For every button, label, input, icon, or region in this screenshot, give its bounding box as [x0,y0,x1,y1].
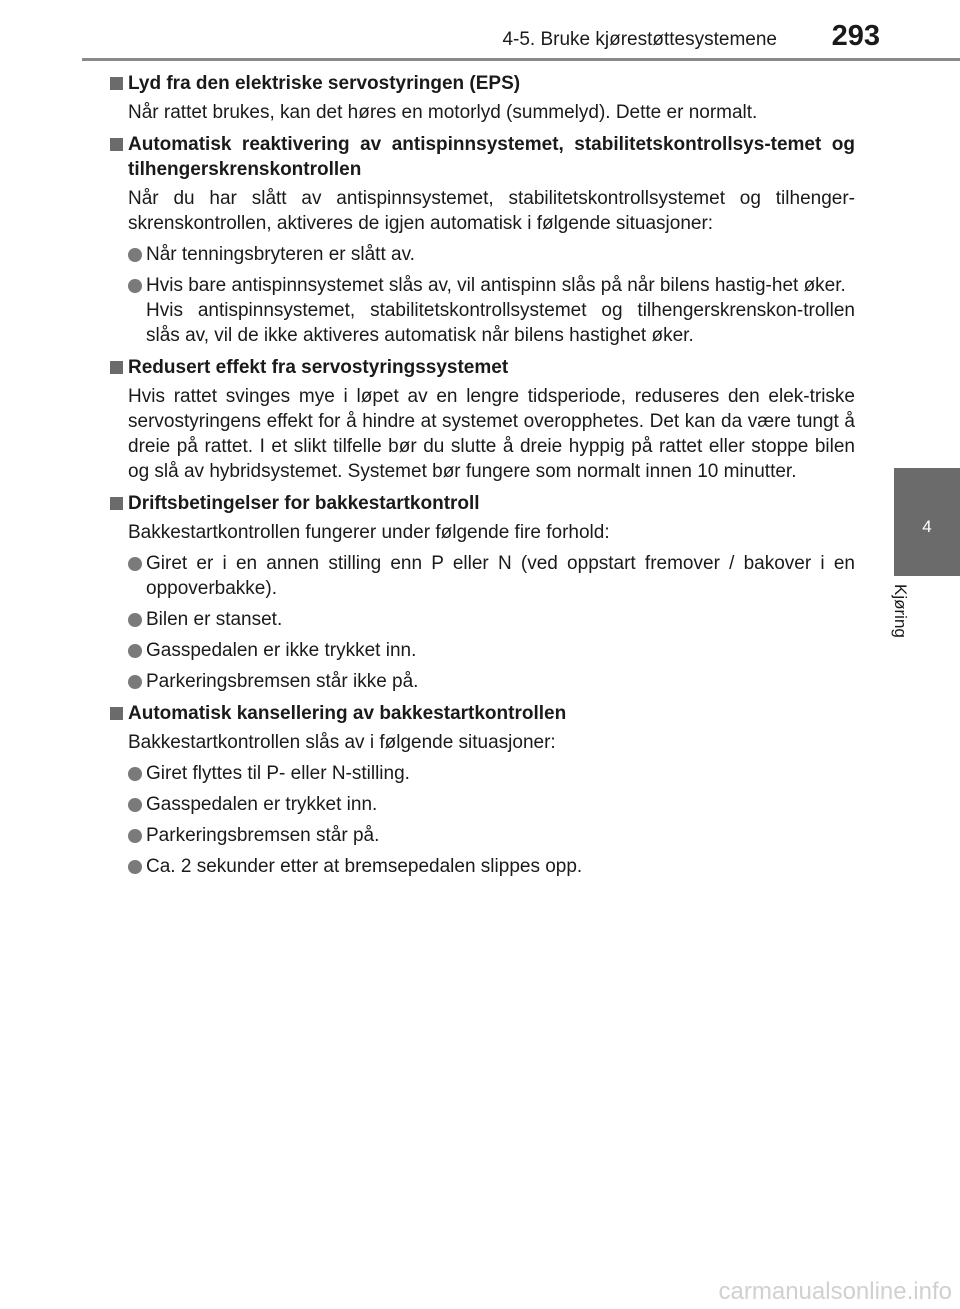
section-heading-text: Driftsbetingelser for bakkestartkontroll [128,493,480,514]
section-heading [110,491,855,516]
list-item-text: Hvis bare antispinnsystemet slås av, vil antispinn slås på når bilens hastig-het øker. [146,275,846,296]
chapter-number: 4 [922,517,932,536]
circle-bullet-icon [128,644,142,658]
section-paragraph: Når du har slått av antispinnsystemet, stabilitetskontrollsystemet og tilhenger-skrenskontrollen, aktiveres de igjen automatisk i følgende situasjoner: [128,188,855,234]
list-item-text: Gasspedalen er trykket inn. [146,794,378,815]
square-bullet-icon [110,707,123,720]
section [110,701,855,879]
page-header [0,0,960,60]
section-heading-text: Lyd fra den elektriske servostyringen (EPS) [128,73,521,94]
section-paragraph: Hvis rattet svinges mye i løpet av en lengre tidsperiode, reduseres den elek-triske servostyringens effekt for å hindre at systemet overopphetes. Det kan da være tungt å dreie på rattet. I et slikt tilfelle bør du slutte å dreie hyppig på rattet eller stoppe bilen og slå av hybridsystemet. Systemet bør fungere som normalt innen 10 minutter. [128,386,855,482]
chapter-label-container [891,580,960,670]
list-item [128,607,855,632]
chapter-label: Kjøring [891,584,911,638]
section-heading [110,132,855,182]
list-item [128,854,855,879]
watermark: carmanualsonline.info [718,1278,952,1305]
section [110,355,855,484]
circle-bullet-icon [128,248,142,262]
section-heading-text: Automatisk reaktivering av antispinnsystemet, stabilitetskontrollsys-temet og tilhengerskrenskontrollen [128,134,855,180]
list-item [128,551,855,601]
list-item-text: Giret er i en annen stilling enn P eller N (ved oppstart fremover / bakover i en oppoverbakke). [146,553,855,599]
circle-bullet-icon [128,279,142,293]
list-item-text: Bilen er stanset. [146,609,283,630]
square-bullet-icon [110,497,123,510]
list-item [128,242,855,267]
section-paragraph: Bakkestartkontrollen slås av i følgende situasjoner: [128,732,556,753]
section-title: 4-5. Bruke kjørestøttesystemene [502,29,777,50]
section-heading-text: Redusert effekt fra servostyringssystemet [128,357,509,378]
circle-bullet-icon [128,829,142,843]
list-item [128,761,855,786]
page-number: 293 [831,20,880,52]
square-bullet-icon [110,77,123,90]
list-item [128,669,855,694]
list-item-text: Giret flyttes til P- eller N-stilling. [146,763,410,784]
list-item [128,638,855,663]
list-item-text: Parkeringsbremsen står på. [146,825,380,846]
section-heading [110,701,855,726]
section [110,71,855,125]
square-bullet-icon [110,361,123,374]
circle-bullet-icon [128,860,142,874]
list-item-text: Parkeringsbremsen står ikke på. [146,671,419,692]
circle-bullet-icon [128,613,142,627]
list-item-text: Når tenningsbryteren er slått av. [146,244,415,265]
section-heading [110,71,855,96]
section [110,132,855,348]
list-item-text: Ca. 2 sekunder etter at bremsepedalen slippes opp. [146,856,583,877]
section-paragraph: Når rattet brukes, kan det høres en motorlyd (summelyd). Dette er normalt. [128,102,758,123]
section-heading [110,355,855,380]
circle-bullet-icon [128,767,142,781]
section-heading-text: Automatisk kansellering av bakkestartkontrollen [128,703,567,724]
circle-bullet-icon [128,557,142,571]
circle-bullet-icon [128,798,142,812]
list-item [128,792,855,817]
page-content [110,71,855,879]
circle-bullet-icon [128,675,142,689]
header-divider [82,58,960,61]
list-item-text: Gasspedalen er ikke trykket inn. [146,640,417,661]
square-bullet-icon [110,138,123,151]
chapter-tab [894,468,960,576]
list-item [128,823,855,848]
list-item [128,273,855,348]
list-item-text: Hvis antispinnsystemet, stabilitetskontrollsystemet og tilhengerskrenskon-trollen slås av, vil de ikke aktiveres automatisk når bilens hastighet øker. [146,300,855,346]
section-paragraph: Bakkestartkontrollen fungerer under følgende fire forhold: [128,522,610,543]
section [110,491,855,694]
